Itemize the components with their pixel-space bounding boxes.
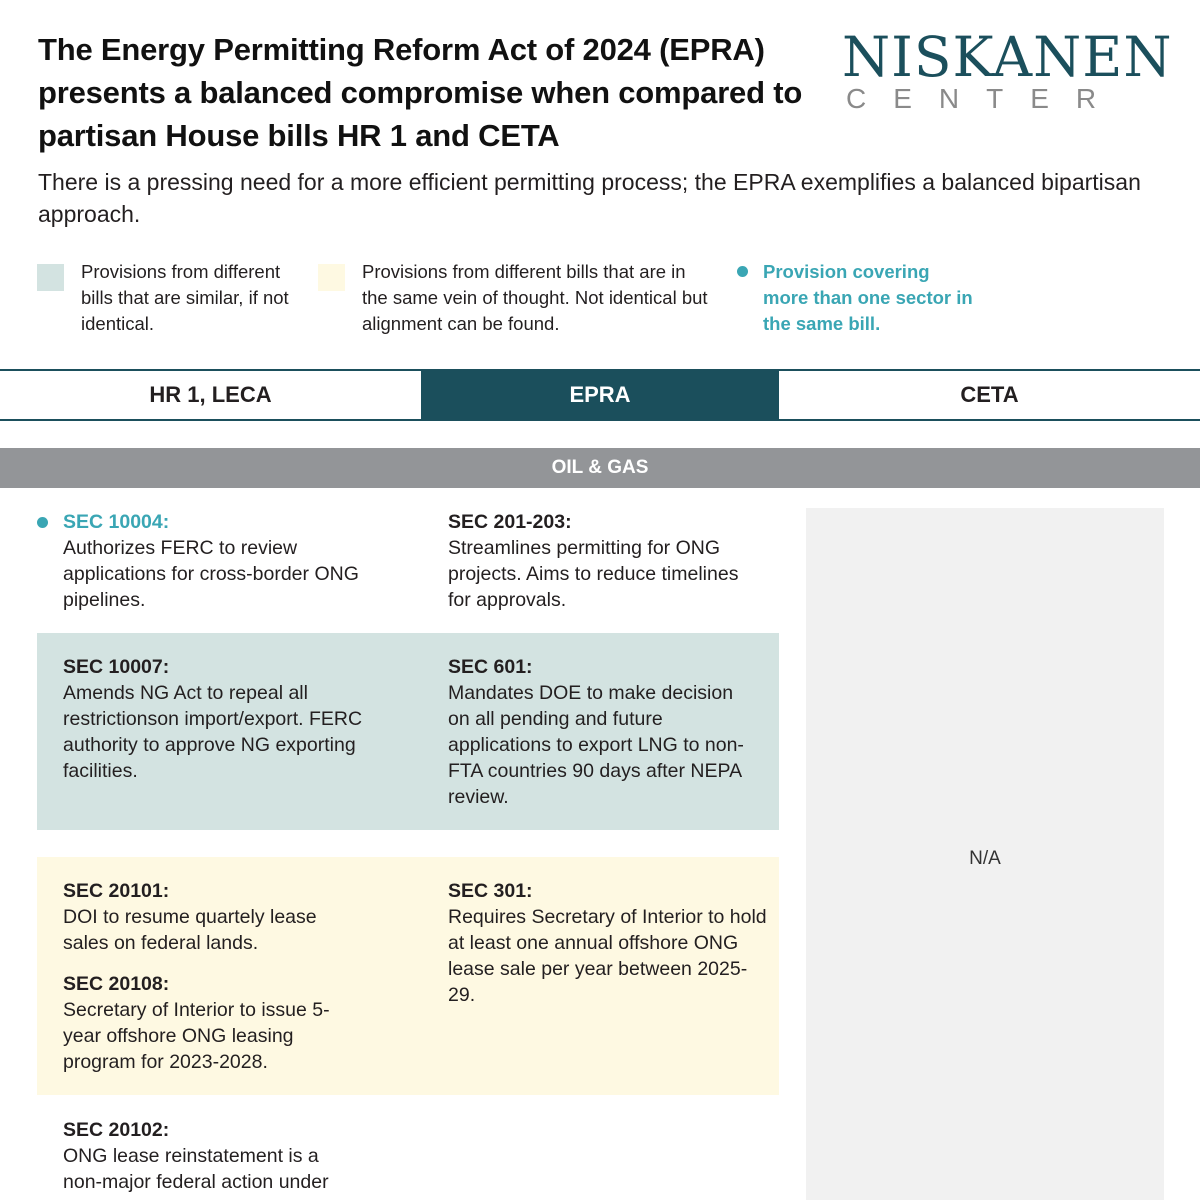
section-number: SEC 20102: bbox=[63, 1119, 170, 1141]
hr1-provision-20108 bbox=[63, 971, 363, 1075]
epra-provision-201-203 bbox=[448, 509, 758, 613]
section-oil-gas: OIL & GAS bbox=[0, 448, 1200, 488]
legend-multi-sector-text: Provision covering more than one sector in the same bill. bbox=[763, 261, 973, 334]
similar-swatch bbox=[37, 264, 64, 291]
hr1-provision-20101 bbox=[63, 878, 363, 956]
provision-text: Authorizes FERC to review applications for cross-border ONG pipelines. bbox=[63, 537, 359, 611]
section-number: SEC 301: bbox=[448, 880, 533, 902]
provision-text: DOI to resume quartely lease sales on federal lands. bbox=[63, 906, 317, 954]
legend-similar-text: Provisions from different bills that are similar, if not identical. bbox=[81, 261, 289, 334]
hr1-provision-20102 bbox=[63, 1117, 363, 1195]
multi-sector-dot-icon bbox=[37, 517, 48, 528]
niskanen-center-logo bbox=[842, 25, 1173, 114]
bill-column-headers bbox=[0, 369, 1200, 421]
ceta-na-panel bbox=[806, 508, 1164, 1200]
section-number: SEC 20101: bbox=[63, 880, 170, 902]
section-number: SEC 10004: bbox=[63, 511, 170, 533]
provision-text: Mandates DOE to make decision on all pending and future applications to export LNG to non-FTA countries 90 days after NEPA review. bbox=[448, 682, 744, 808]
page-subtitle: There is a pressing need for a more efficient permitting process; the EPRA exemplifies a balanced bipartisan approach. bbox=[38, 169, 1141, 227]
provision-text: Secretary of Interior to issue 5-year offshore ONG leasing program for 2023-2028. bbox=[63, 999, 330, 1073]
hr1-provision-10007 bbox=[63, 654, 363, 784]
section-number: SEC 20108: bbox=[63, 973, 170, 995]
section-number: SEC 201-203: bbox=[448, 511, 572, 533]
tab-ceta: CETA bbox=[960, 382, 1019, 407]
epra-provision-601 bbox=[448, 654, 758, 810]
provision-text: Amends NG Act to repeal all restrictionson import/export. FERC authority to approve NG exporting facilities. bbox=[63, 682, 363, 782]
tab-epra: EPRA bbox=[421, 371, 779, 419]
legend-aligned-text: Provisions from different bills that are in the same vein of thought. Not identical but alignment can be found. bbox=[362, 261, 708, 334]
provision-text: Streamlines permitting for ONG projects. Aims to reduce timelines for approvals. bbox=[448, 537, 739, 611]
logo-subtitle: CENTER bbox=[846, 83, 1124, 114]
aligned-swatch bbox=[318, 264, 345, 291]
ceta-na-text: N/A bbox=[969, 848, 1001, 869]
epra-provision-301 bbox=[448, 878, 768, 1008]
section-number: SEC 601: bbox=[448, 656, 533, 678]
hr1-provision-10004 bbox=[63, 509, 363, 613]
multi-sector-dot-icon bbox=[737, 266, 748, 277]
logo-wordmark: NISKANEN bbox=[842, 25, 1173, 89]
provision-text: Requires Secretary of Interior to hold at least one annual offshore ONG lease sale per year between 2025-29. bbox=[448, 906, 767, 1006]
tab-hr1-leca: HR 1, LECA bbox=[149, 382, 272, 407]
section-number: SEC 10007: bbox=[63, 656, 170, 678]
page-title: The Energy Permitting Reform Act of 2024 (EPRA) presents a balanced compromise when compared to partisan House bills HR 1 and CETA bbox=[38, 32, 803, 153]
provision-text: ONG lease reinstatement is a non-major federal action under bbox=[63, 1145, 329, 1193]
